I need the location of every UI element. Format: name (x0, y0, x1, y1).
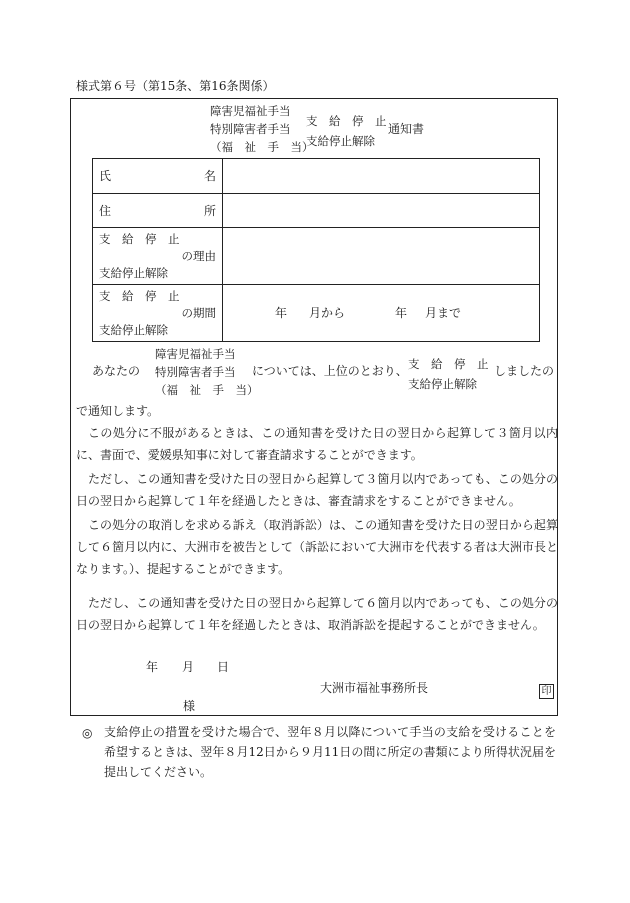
paragraph-lawsuit-limit: ただし、この通知書を受けた日の翌日から起算して６箇月以内であっても、この処分の日の翌日から起算して１年を経過したときは、取消訴訟を提起することができません。 (76, 596, 558, 632)
reason-label-mid: の理由 (181, 249, 216, 263)
period-label (93, 285, 223, 342)
address-label-left: 住 (99, 204, 112, 218)
name-label-right: 名 (203, 169, 216, 183)
notice-continuation: で通知します。 (76, 404, 160, 418)
period-label-mid: の期間 (181, 306, 216, 320)
name-row (93, 159, 540, 194)
title-action-stop: 支 給 停 止 (306, 114, 387, 128)
notice-suffix: しましたの (494, 364, 555, 378)
address-field[interactable] (223, 194, 540, 228)
reason-label (93, 228, 223, 285)
period-label-stop: 支 給 停 止 (99, 289, 180, 303)
notice-allowance-2: 特別障害者手当 (155, 365, 236, 379)
name-field[interactable] (223, 159, 540, 194)
form-id: 様式第６号（第15条、第16条関係） (76, 79, 275, 93)
title-suffix: 通知書 (388, 122, 425, 136)
period-field[interactable] (223, 285, 540, 342)
reason-label-stop: 支 給 停 止 (99, 232, 180, 246)
seal-mark (539, 679, 554, 699)
period-from-year: 年 (275, 306, 288, 320)
date-month: 月 (182, 660, 195, 674)
reason-field[interactable] (223, 228, 540, 285)
date-year: 年 (146, 660, 159, 674)
date-day: 日 (217, 660, 230, 674)
paragraph-appeal-limit: ただし、この通知書を受けた日の翌日から起算して３箇月以内であっても、この処分の日の翌日から起算して１年を経過したときは、審査請求をすることができません。 (76, 472, 558, 508)
notice-prefix: あなたの (92, 364, 141, 378)
notice-allowance-types (155, 345, 259, 399)
notice-middle: については、上位のとおり、 (252, 364, 408, 378)
paragraph-appeal: この処分に不服があるときは、この通知書を受けた日の翌日から起算して３箇月以内に、書面で、愛媛県知事に対して審査請求することができます。 (76, 426, 558, 462)
title-allowance-2: 特別障害者手当 (210, 122, 291, 136)
name-label (93, 159, 223, 194)
notice-actions (408, 354, 489, 394)
title-action-resume: 支給停止解除 (306, 134, 375, 148)
address-row (93, 194, 540, 228)
address-label (93, 194, 223, 228)
footnote-mark: ◎ (82, 726, 93, 740)
recipient-suffix: 様 (183, 699, 196, 713)
period-row (93, 285, 540, 342)
info-table (92, 158, 540, 342)
footnote-text: 支給停止の措置を受けた場合で、翌年８月以降について手当の支給を受けることを希望するときは、翌年８月12日から９月11日の間に所定の書類により所得状況届を提出してください。 (104, 725, 556, 779)
address-label-right: 所 (203, 204, 216, 218)
name-label-left: 氏 (99, 169, 112, 183)
paragraph-lawsuit: この処分の取消しを求める訴え（取消訴訟）は、この通知書を受けた日の翌日から起算して６箇月以内に、大洲市を被告として（訴訟において大洲市を代表する者は大洲市長となります。）、提起することができます。 (76, 518, 558, 576)
reason-label-resume: 支給停止解除 (99, 266, 168, 280)
notice-action-resume: 支給停止解除 (408, 377, 477, 391)
reason-row (93, 228, 540, 285)
notice-allowance-1: 障害児福祉手当 (155, 347, 236, 361)
seal-icon: 印 (539, 684, 554, 699)
title-allowance-1: 障害児福祉手当 (210, 104, 291, 118)
title-allowance-3: （福 祉 手 当） (210, 140, 314, 154)
notice-action-stop: 支 給 停 止 (408, 357, 489, 371)
title-actions (306, 111, 387, 151)
period-label-resume: 支給停止解除 (99, 323, 168, 337)
issuer: 大洲市福祉事務所長 (320, 681, 429, 695)
period-to-month: 月まで (425, 306, 462, 320)
title-allowance-types (210, 102, 314, 156)
period-to-year: 年 (395, 306, 408, 320)
notice-allowance-3: （福 祉 手 当） (155, 383, 259, 397)
period-from-month: 月から (309, 306, 346, 320)
